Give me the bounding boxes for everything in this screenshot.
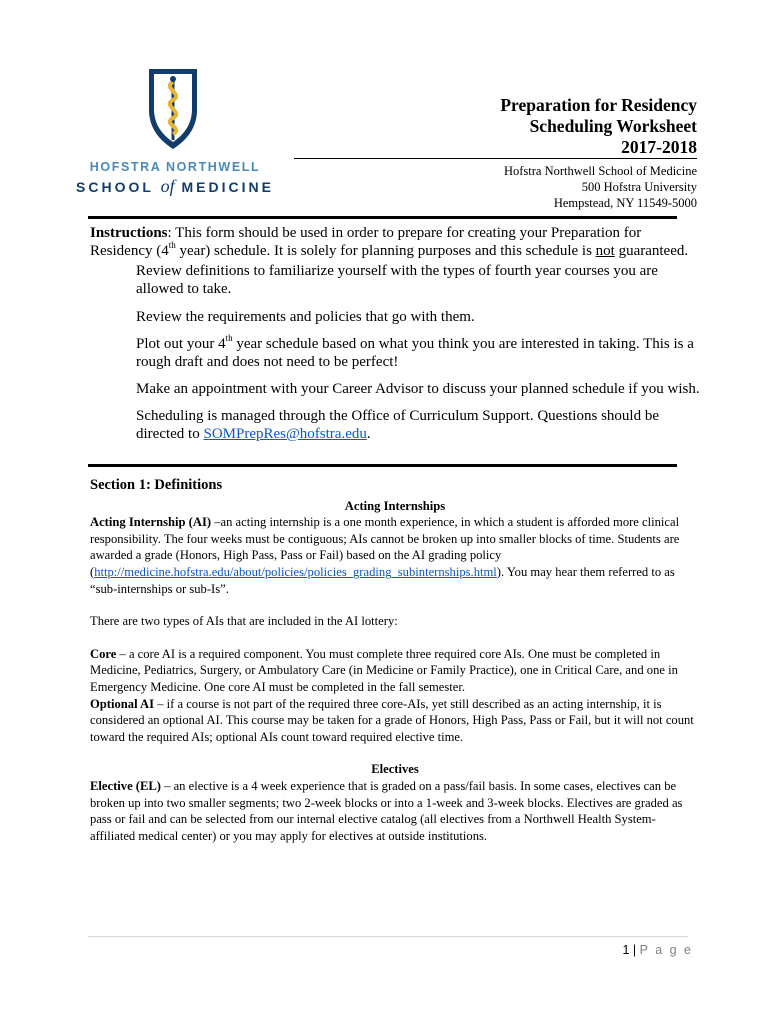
optional-term: Optional AI <box>90 696 155 711</box>
intro-text-a: : This form should be used in order to prepare for creating your Preparation for Residency (4 <box>90 225 642 259</box>
ai-term: Acting Internship (AI) <box>90 515 212 530</box>
page-label: P a g e <box>639 943 693 957</box>
grading-policy-link[interactable]: http://medicine.hofstra.edu/about/policies/policies_grading_subinternships.html <box>94 564 497 579</box>
section-divider-rule <box>88 464 677 467</box>
instruction-item <box>90 335 700 371</box>
elective-definition <box>90 778 700 844</box>
section-heading: Section 1: Definitions <box>90 477 223 493</box>
instructions-intro <box>90 224 700 260</box>
address-line-1: Hofstra Northwell School of Medicine <box>503 164 697 178</box>
acting-internships-heading: Acting Internships <box>344 498 446 513</box>
ai-text-b: ). You may hear them referred to as “sub-internships or sub-Is”. <box>90 564 675 596</box>
instructions-top-rule <box>88 216 677 219</box>
intro-not-underlined: not <box>595 243 615 259</box>
instruction-item <box>90 380 700 398</box>
address-line-3: Hempstead, NY 11549-5000 <box>553 196 697 210</box>
ai-text-a: –an acting internship is a one month experience, in which a student is afforded more clinical responsibility. The four weeks must be contiguous; AIs cannot be broken up into smaller blocks of time. Students are awarded a grade (Honors, High Pass, Pass or Fail) based on the AI grading policy ( <box>90 515 680 579</box>
logo-school-word: SCHOOL <box>76 179 154 195</box>
definitions-section <box>90 477 700 844</box>
instruction-item <box>90 262 700 298</box>
document-title-line-2: Scheduling Worksheet <box>529 116 697 136</box>
school-logo-shield-icon <box>146 66 200 152</box>
instruction-text: Make an appointment with your Career Advisor to discuss your planned schedule if you wish. <box>136 381 700 397</box>
instructions-block <box>90 224 700 443</box>
intro-superscript: th <box>168 240 176 250</box>
logo-of-word: of <box>160 176 175 196</box>
email-link[interactable]: SOMPrepRes@hofstra.edu <box>203 426 367 442</box>
logo-institution-line: HOFSTRA NORTHWELL <box>89 160 261 174</box>
page-number: 1 <box>622 943 630 957</box>
instruction-text: Review the requirements and policies that go with them. <box>136 309 475 325</box>
core-ai-definition <box>90 646 700 696</box>
footer-rule <box>88 936 688 937</box>
instruction-text: Plot out your 4 <box>136 336 226 352</box>
electives-heading: Electives <box>371 762 419 777</box>
elective-text: – an elective is a 4 week experience that is graded on a pass/fail basis. In some cases, electives can be broken up into two smaller segments; two 2-week blocks or into a 1-week and 3-week blocks. Electives are graded as pass or fail and can be selected from our internal elective catalog (all electives from a Northwell Health System-affiliated medical center) or you may apply for electives at outside institutions. <box>90 778 683 843</box>
intro-text-c: guaranteed. <box>614 243 689 259</box>
logo-school-line <box>70 176 280 197</box>
logo-medicine-word: MEDICINE <box>181 179 274 195</box>
address-line-2: 500 Hofstra University <box>581 180 697 194</box>
core-text: – a core AI is a required component. You must complete three required core AIs. One must be completed in Medicine, Pediatrics, Surgery, or Ambulatory Care (in Medicine or Family Practice), one in Critical Care, and one in Emergency Medicine. One core AI must be completed in the fall semester. <box>90 646 678 694</box>
optional-text: – if a course is not part of the required three core-AIs, yet still described as an acting internship, it is considered an optional AI. This course may be taken for a grade of Honors, High Pass, Pass or Fail, but it will not count toward the required AIs; optional AIs count toward required elective time. <box>90 696 694 744</box>
ai-types-line: There are two types of AIs that are included in the AI lottery: <box>90 614 398 629</box>
document-title-line-1: Preparation for Residency <box>500 95 697 115</box>
instruction-text: Scheduling is managed through the Office of Curriculum Support. Questions should be directed to <box>136 408 659 442</box>
page-footer <box>622 943 693 957</box>
acting-internship-definition <box>90 514 700 597</box>
optional-ai-definition <box>90 696 700 746</box>
instruction-item <box>90 308 700 326</box>
core-term: Core <box>90 646 117 661</box>
instruction-text: year schedule based on what you think you are interested in taking. This is a rough draft and does not need to be perfect! <box>136 336 694 370</box>
instruction-item <box>90 407 700 443</box>
page-separator: | <box>632 943 637 957</box>
instruction-text: Review definitions to familiarize yourself with the types of fourth year courses you are allowed to take. <box>136 263 658 297</box>
intro-text-b: year) schedule. It is solely for planning purposes and this schedule is <box>175 243 596 259</box>
document-title-year: 2017-2018 <box>621 137 697 157</box>
instruction-text: . <box>366 426 371 442</box>
instruction-superscript: th <box>225 333 233 343</box>
elective-term: Elective (EL) <box>90 778 161 793</box>
instructions-label: Instructions <box>90 225 168 241</box>
title-divider <box>294 158 697 159</box>
